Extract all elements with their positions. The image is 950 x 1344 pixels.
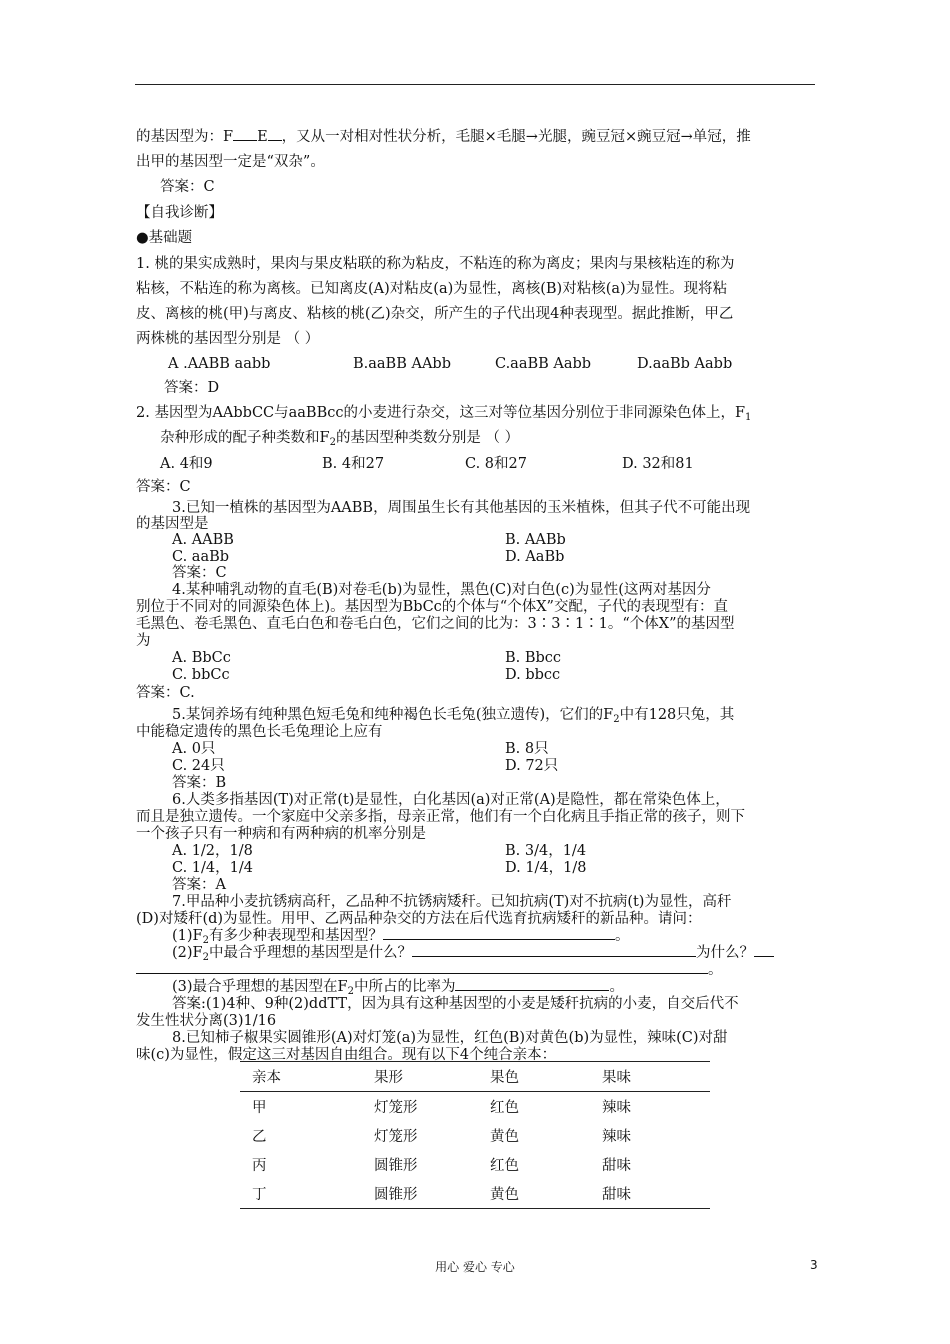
table-header-row bbox=[240, 1062, 710, 1092]
table-cell: 圆锥形 bbox=[374, 1158, 418, 1174]
q4-option-b: B. Bbcc bbox=[505, 650, 562, 666]
q4-option-c: C. bbCc bbox=[172, 667, 230, 683]
q7-part-2-continued: 。 bbox=[136, 961, 723, 979]
q3-line-1: 3.已知一植株的基因型为AABB，周围虽生长有其他基因的玉米植株，但其子代不可能出现 bbox=[172, 500, 751, 516]
table-cell: 丙 bbox=[252, 1158, 267, 1174]
table-cell: 灯笼形 bbox=[374, 1100, 418, 1116]
q2-option-d: D. 32和81 bbox=[622, 456, 694, 472]
blank bbox=[233, 140, 257, 141]
table-header: 亲本 bbox=[252, 1070, 281, 1086]
q2-line-1: 2. 基因型为AAbbCC与aaBBcc的小麦进行杂交，这三对等位基因分别位于非同源染色体上，$F_1$ bbox=[136, 405, 752, 423]
table-row bbox=[240, 1092, 710, 1122]
q3-option-b: B. AABb bbox=[505, 532, 566, 548]
q6-option-c: C. 1/4，1/4 bbox=[172, 860, 253, 876]
q4-answer: 答案：C. bbox=[136, 685, 195, 701]
q8-line-1: 8.已知柿子椒果实圆锥形(A)对灯笼(a)为显性，红色(B)对黄色(b)为显性，辣味(C)对甜 bbox=[172, 1030, 728, 1046]
intro-line-1: 的基因型为：F E ，又从一对相对性状分析，毛腿×毛腿→光腿，豌豆冠×豌豆冠→单冠，推 bbox=[136, 129, 751, 145]
q7-part-3: (3)最合乎理想的基因型在$F_2$中所占的比率为 。 bbox=[172, 979, 624, 997]
q1-answer: 答案：D bbox=[164, 380, 220, 396]
table-cell: 黄色 bbox=[490, 1129, 519, 1145]
table-row bbox=[240, 1121, 710, 1150]
q1-option-b: B.aaBB AAbb bbox=[353, 356, 451, 372]
table-row bbox=[240, 1179, 710, 1209]
q3-option-c: C. aaBb bbox=[172, 549, 230, 565]
q4-line-2: 别位于不同对的同源染色体上)。基因型为BbCc的个体与“个体X”交配，子代的表现型有：直 bbox=[136, 599, 728, 615]
table-cell: 辣味 bbox=[602, 1100, 631, 1116]
blank bbox=[268, 140, 282, 141]
table-cell: 甜味 bbox=[602, 1187, 631, 1203]
q3-line-2: 的基因型是 bbox=[136, 516, 209, 532]
table-cell: 辣味 bbox=[602, 1129, 631, 1145]
q8-line-2: 味(c)为显性，假定这三对基因自由组合。现有以下4个纯合亲本： bbox=[136, 1047, 557, 1063]
table-cell: 黄色 bbox=[490, 1187, 519, 1203]
q7-part-2: $(2)F_2$中最合乎理想的基因型是什么？ 为什么？ bbox=[172, 944, 774, 967]
table-cell: 红色 bbox=[490, 1158, 519, 1174]
q6-option-b: B. 3/4，1/4 bbox=[505, 843, 587, 859]
table-header: 果味 bbox=[602, 1070, 631, 1086]
q7-line-1: 7.甲品种小麦抗锈病高秆，乙品种不抗锈病矮秆。已知抗病(T)对不抗病(t)为显性，高秆 bbox=[172, 894, 732, 910]
table-cell: 甲 bbox=[252, 1100, 267, 1116]
table-header: 果色 bbox=[490, 1070, 519, 1086]
section-title: 【自我诊断】 bbox=[136, 205, 223, 221]
q1-option-c: C.aaBB Aabb bbox=[495, 356, 592, 372]
q3-option-a: A. AABB bbox=[172, 532, 234, 548]
parents-table bbox=[240, 1061, 710, 1209]
q3-option-d: D. AaBb bbox=[505, 549, 565, 565]
q5-option-d: D. 72只 bbox=[505, 758, 559, 774]
q4-option-d: D. bbcc bbox=[505, 667, 561, 683]
intro-answer: 答案：C bbox=[160, 179, 215, 195]
q2-option-a: A. 4和9 bbox=[160, 456, 213, 472]
q5-option-b: B. 8只 bbox=[505, 741, 549, 757]
table-cell: 灯笼形 bbox=[374, 1129, 418, 1145]
q4-line-4: 为 bbox=[136, 633, 151, 649]
q2-answer: 答案：C bbox=[136, 479, 191, 495]
q6-line-2: 而且是独立遗传。一个家庭中父亲多指，母亲正常，他们有一个白化病且手指正常的孩子，则下 bbox=[136, 809, 745, 825]
q1-line-2: 粘核，不粘连的称为离核。已知离皮(A)对粘皮(a)为显性，离核(B)对粘核(a)为显性。现将粘 bbox=[136, 281, 728, 297]
q1-option-d: D.aaBb Aabb bbox=[637, 356, 733, 372]
answer-blank[interactable] bbox=[412, 956, 696, 957]
q2-option-b: B. 4和27 bbox=[322, 456, 385, 472]
table-cell: 圆锥形 bbox=[374, 1187, 418, 1203]
q4-line-3: 毛黑色、卷毛黑色、直毛白色和卷毛白色，它们之间的比为：3∶3∶1∶1。“个体X”的基因型 bbox=[136, 616, 735, 632]
answer-blank[interactable] bbox=[754, 956, 774, 957]
q5-option-a: A. 0只 bbox=[172, 741, 216, 757]
q5-line-2: 中能稳定遗传的黑色长毛兔理论上应有 bbox=[136, 724, 383, 740]
table-row bbox=[240, 1150, 710, 1179]
q4-line-1: 4.某种哺乳动物的直毛(B)对卷毛(b)为显性，黑色(C)对白色(c)为显性(这两对基因分 bbox=[172, 582, 711, 598]
q6-line-1: 6.人类多指基因(T)对正常(t)是显性，白化基因(a)对正常(A)是隐性，都在常染色体上， bbox=[172, 792, 730, 808]
answer-blank[interactable] bbox=[455, 990, 609, 991]
table-cell: 甜味 bbox=[602, 1158, 631, 1174]
q5-line-1: 5.某饲养场有纯种黑色短毛兔和纯种褐色长毛兔(独立遗传)，它们的$F_2$中有128只兔，其 bbox=[172, 707, 735, 725]
table-cell: 丁 bbox=[252, 1187, 267, 1203]
q1-line-4: 两株桃的基因型分别是 （ ） bbox=[136, 331, 320, 347]
header-rule bbox=[135, 84, 815, 85]
q7-answer-1: 答案:(1)4种、9种(2)ddTT，因为具有这种基因型的小麦是矮秆抗病的小麦，自交后代不 bbox=[172, 996, 739, 1012]
q6-option-a: A. 1/2，1/8 bbox=[172, 843, 253, 859]
intro-line-2: 出甲的基因型一定是“双杂”。 bbox=[136, 154, 325, 170]
q7-answer-2: 发生性状分离(3)1/16 bbox=[136, 1013, 277, 1029]
table-cell: 红色 bbox=[490, 1100, 519, 1116]
answer-blank[interactable] bbox=[136, 973, 708, 974]
q1-line-3: 皮、离核的桃(甲)与离皮、粘核的桃(乙)杂交，所产生的子代出现4种表现型。据此推断，甲乙 bbox=[136, 306, 734, 322]
q4-option-a: A. BbCc bbox=[172, 650, 231, 666]
q7-part-1: $(1)F_2$有多少种表现型和基因型？ 。 bbox=[172, 928, 630, 946]
q3-answer: 答案：C bbox=[172, 565, 227, 581]
q6-line-3: 一个孩子只有一种病和有两种病的机率分别是 bbox=[136, 826, 426, 842]
table-header: 果形 bbox=[374, 1070, 403, 1086]
q1-option-a: A .AABB aabb bbox=[168, 356, 271, 372]
q5-option-c: C. 24只 bbox=[172, 758, 225, 774]
q6-answer: 答案：A bbox=[172, 877, 226, 893]
page-footer: 用心 爱心 专心 bbox=[435, 1260, 515, 1274]
page-number: 3 bbox=[810, 1258, 818, 1272]
q6-option-d: D. 1/4，1/8 bbox=[505, 860, 587, 876]
q1-line-1: 1. 桃的果实成熟时，果肉与果皮粘联的称为粘皮，不粘连的称为离皮；果肉与果核粘连的称为 bbox=[136, 256, 735, 272]
answer-blank[interactable] bbox=[383, 939, 615, 940]
table-cell: 乙 bbox=[252, 1129, 267, 1145]
section-subtitle: ●基础题 bbox=[136, 230, 193, 246]
q7-line-2: (D)对矮秆(d)为显性。用甲、乙两品种杂交的方法在后代选育抗病矮秆的新品种。请问： bbox=[136, 911, 702, 927]
q2-option-c: C. 8和27 bbox=[465, 456, 527, 472]
q2-line-2: 杂种形成的配子种类数和$F_2$的基因型种类数分别是 （ ） bbox=[160, 430, 520, 448]
q5-answer: 答案：B bbox=[172, 775, 227, 791]
